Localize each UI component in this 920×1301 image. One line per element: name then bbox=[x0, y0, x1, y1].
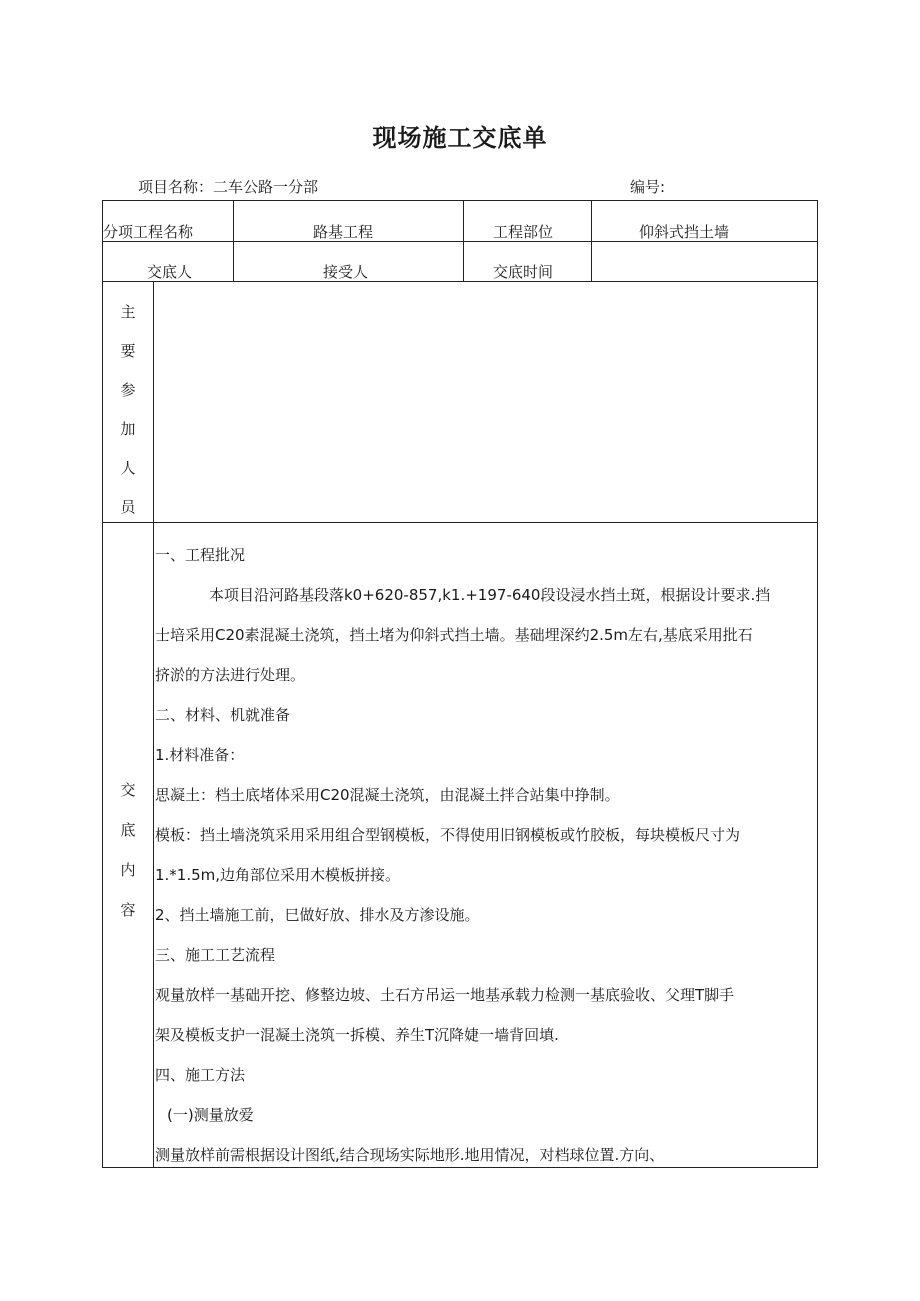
content-line: 士培采用C20素混凝土浇筑，挡土堵为仰斜式挡土墙。基础埋深约2.5m左右,基底采用批石 bbox=[155, 626, 753, 644]
section-heading: 二、材料、机就准备 bbox=[155, 706, 291, 724]
content-line: 思凝土：档土底堵体采用C20混凝土浇筑，由混凝土拌合站集中挣制。 bbox=[155, 786, 620, 804]
content-line: 本项目沿河路基段落k0+620-857,k1.+197-640段设浸水挡土斑，根据设计要求.挡 bbox=[209, 586, 771, 604]
handover-time-label: 交底时间 bbox=[493, 263, 554, 281]
content-line: 挤淤的方法进行处理。 bbox=[155, 666, 306, 684]
content-line: 1.材料准备： bbox=[155, 746, 245, 764]
project-part-label: 工程部位 bbox=[493, 223, 554, 241]
participants-label: 主 要 参 加 人 员 bbox=[120, 303, 136, 516]
page-title: 现场施工交底单 bbox=[372, 124, 548, 152]
section-heading: 一、工程批况 bbox=[155, 546, 246, 564]
content-label: 交 底 内 容 bbox=[120, 781, 136, 919]
column-divider bbox=[591, 201, 592, 281]
section-heading: 三、施工工艺流程 bbox=[155, 946, 276, 964]
project-part-value: 仰斜式挡土墙 bbox=[639, 223, 730, 241]
handover-person-label: 交底人 bbox=[147, 263, 193, 281]
project-name-label: 项目名称：二车公路一分部 bbox=[138, 178, 319, 196]
column-divider bbox=[153, 281, 154, 1167]
handover-table bbox=[102, 200, 818, 1168]
receiver-label: 接受人 bbox=[323, 263, 369, 281]
content-line: 2、挡土墙施工前，巳做好放、排水及方渗设施。 bbox=[155, 906, 480, 924]
subproject-name-value: 路基工程 bbox=[313, 223, 374, 241]
document-number-label: 编号: bbox=[630, 178, 666, 196]
content-line: 1.*1.5m,边角部位采用木模板拼接。 bbox=[155, 866, 401, 884]
subproject-name-label: 分项工程名称 bbox=[103, 223, 194, 241]
column-divider bbox=[463, 201, 464, 281]
row-divider bbox=[103, 281, 817, 282]
content-line: 架及模板支护一混凝土浇筑一拆模、养生T沉降婕一墙背回填. bbox=[155, 1026, 559, 1044]
column-divider bbox=[233, 201, 234, 281]
content-line: 测量放样前需根据设计图纸,结合现场实际地形.地用情况，对档球位置.方向、 bbox=[155, 1146, 665, 1164]
row-divider bbox=[103, 522, 817, 523]
content-line: 模板：挡土墙浇筑采用采用组合型钢模板，不得使用旧钢模板或竹胶板，每块模板尺寸为 bbox=[155, 826, 741, 844]
section-heading: 四、施工方法 bbox=[155, 1066, 246, 1084]
content-line: 观量放样一基础开挖、修整边坡、土石方吊运一地基承载力检测一基底验收、父理T脚手 bbox=[155, 986, 735, 1004]
subsection-heading: (一)测量放爱 bbox=[167, 1106, 254, 1124]
